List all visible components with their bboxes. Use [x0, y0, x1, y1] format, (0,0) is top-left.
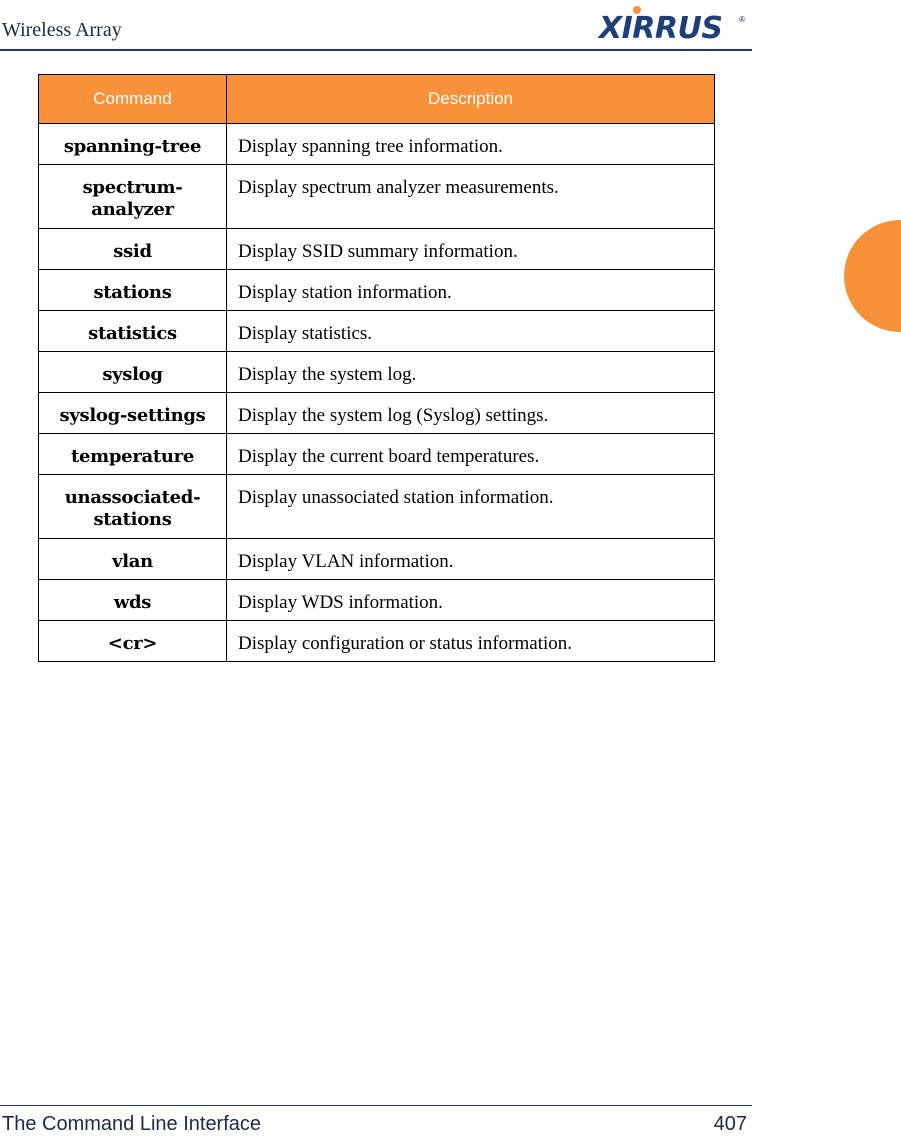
description-cell: Display unassociated station information. — [227, 475, 715, 539]
chapter-tab — [844, 220, 901, 332]
footer-rule — [0, 1105, 752, 1106]
command-cell: ssid — [39, 229, 227, 270]
command-cell: spanning-tree — [39, 124, 227, 165]
table-row — [39, 165, 715, 229]
table-row — [39, 434, 715, 475]
command-cell: unassociated-stations — [39, 475, 227, 539]
table-row — [39, 124, 715, 165]
command-cell: syslog-settings — [39, 393, 227, 434]
table-row — [39, 475, 715, 539]
footer-section-title: The Command Line Interface — [2, 1113, 262, 1135]
command-cell: spectrum-analyzer — [39, 165, 227, 229]
table-row — [39, 621, 715, 662]
description-cell: Display SSID summary information. — [227, 229, 715, 270]
command-cell: temperature — [39, 434, 227, 475]
command-cell: vlan — [39, 539, 227, 580]
table-row — [39, 352, 715, 393]
description-cell: Display the system log (Syslog) settings. — [227, 393, 715, 434]
command-cell: <cr> — [39, 621, 227, 662]
xirrus-logo — [597, 5, 747, 41]
column-header-command: Command — [39, 75, 227, 124]
table-row — [39, 270, 715, 311]
column-header-description: Description — [227, 75, 715, 124]
description-cell: Display spectrum analyzer measurements. — [227, 165, 715, 229]
table-row — [39, 229, 715, 270]
description-cell: Display spanning tree information. — [227, 124, 715, 165]
description-cell: Display VLAN information. — [227, 539, 715, 580]
command-cell: wds — [39, 580, 227, 621]
logo-text: XIRRUS — [599, 11, 723, 41]
description-cell: Display the current board temperatures. — [227, 434, 715, 475]
description-cell: Display WDS information. — [227, 580, 715, 621]
description-cell: Display the system log. — [227, 352, 715, 393]
command-cell: stations — [39, 270, 227, 311]
table-row — [39, 393, 715, 434]
description-cell: Display station information. — [227, 270, 715, 311]
command-table — [38, 74, 715, 662]
table-row — [39, 580, 715, 621]
command-cell: statistics — [39, 311, 227, 352]
table-row — [39, 311, 715, 352]
table-row — [39, 539, 715, 580]
logo-registered-mark: ® — [738, 15, 746, 24]
command-cell: syslog — [39, 352, 227, 393]
header-rule — [0, 49, 752, 51]
description-cell: Display configuration or status information. — [227, 621, 715, 662]
header-title: Wireless Array — [2, 19, 122, 41]
description-cell: Display statistics. — [227, 311, 715, 352]
page-number: 407 — [713, 1113, 747, 1135]
